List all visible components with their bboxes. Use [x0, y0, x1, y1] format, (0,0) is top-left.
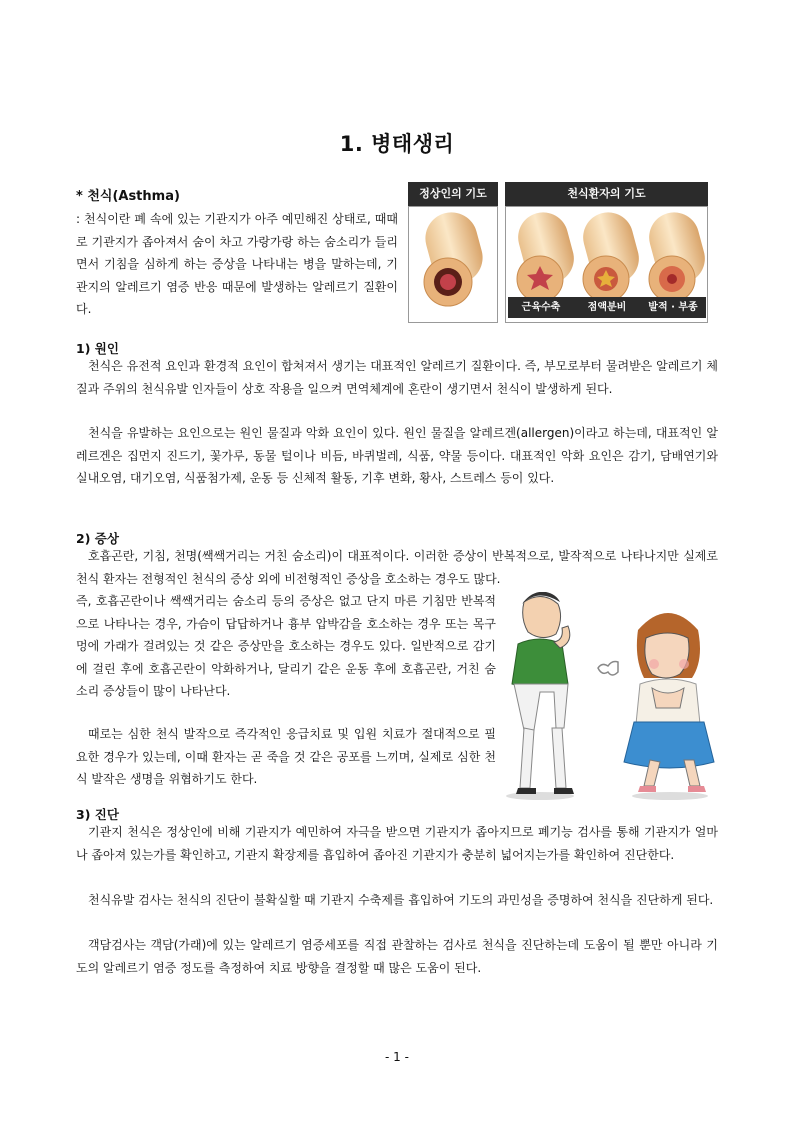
symptom-paragraph-2: 즉, 호흡곤란이나 쌕쌕거리는 숨소리 등의 증상은 없고 단지 마른 기침만 반복적으로 나타나는 경우, 가슴이 답답하거나 흉부 압박감을 호소하는 경우 또는 목구멍에 가래가 걸려있는 것 같은 증상만을 호소하는 경우도 있다. 일반적으로 감기에 걸린 후에 호흡곤란이 악화하거나, 달리기 같은 운동 후에 호흡곤란, 거친 숨소리 증상들이 많이 나타난다. [76, 594, 496, 698]
caption-mucus-secretion: 점액분비 [574, 297, 640, 318]
diagnosis-paragraph-2: 천식유발 검사는 천식의 진단이 불확실할 때 기관지 수축제를 흡입하여 기도의 과민성을 증명하여 천식을 진단하게 된다. [88, 893, 714, 907]
asthma-definition: : 천식이란 폐 속에 있는 기관지가 아주 예민해진 상태로, 때때로 기관지가 좁아져서 숨이 차고 가랑가랑 하는 숨소리가 들리면서 기침을 심하게 하는 증상을 나타내는 병을 말하는데, 기관지의 알레르기 염증 반응 때문에 발생하는 알레르기 질환이다. [76, 212, 398, 316]
cause-paragraph-2: 천식을 유발하는 요인으로는 원인 물질과 악화 요인이 있다. 원인 물질을 알레르겐(allergen)이라고 하는데, 대표적인 알레르겐은 집먼지 진드기, 꽃가루, 동물 털이나 비듬, 바퀴벌레, 식품, 약물 등이다. 대표적인 악화 요인은 감기, 담배연기와 실내오염, 대기오염, 식품첨가제, 운동 등 신체적 활동, 기후 변화, 황사, 스트레스 등이 있다. [76, 426, 718, 485]
caption-redness-swelling: 발적 · 부종 [640, 297, 706, 318]
coughing-people-illustration [500, 592, 722, 800]
muscle-contraction-tube [513, 207, 580, 302]
page-title: 1. 병태생리 [339, 132, 455, 156]
cause-heading: 1) 원인 [76, 341, 119, 356]
caption-muscle-contraction: 근육수축 [508, 297, 574, 318]
diagnosis-paragraph-1: 기관지 천식은 정상인에 비해 기관지가 예민하여 자극을 받으면 기관지가 좁아지므로 폐기능 검사를 통해 기관지가 얼마나 좁아져 있는가를 확인하고, 기관지 확장제를 흡입하여 좁아진 기관지가 충분히 넓어지는가를 확인하여 진단한다. [76, 825, 718, 862]
girl-figure [598, 613, 714, 800]
asthma-airway-label: 천식환자의 기도 [505, 182, 708, 206]
redness-swelling-tube [644, 207, 708, 302]
boy-figure [506, 592, 574, 800]
diagnosis-heading: 3) 진단 [76, 807, 119, 822]
mucus-secretion-tube [578, 207, 645, 302]
normal-airway-tube [420, 206, 489, 306]
cause-paragraph-1: 천식은 유전적 요인과 환경적 요인이 합쳐져서 생기는 대표적인 알레르기 질환이다. 즉, 부모로부터 물려받은 알레르기 체질과 주위의 천식유발 인자들이 상호 작용을 일으켜 면역체계에 혼란이 생기면서 천식이 발생하게 된다. [76, 359, 718, 396]
symptom-paragraph-3: 때로는 심한 천식 발작으로 즉각적인 응급치료 및 입원 치료가 절대적으로 필요한 경우가 있는데, 이때 환자는 곧 죽을 것 같은 공포를 느끼며, 실제로 심한 천식 발작은 생명을 위협하기도 한다. [76, 727, 496, 786]
symptom-heading: 2) 증상 [76, 531, 119, 546]
airway-figure [408, 182, 708, 323]
normal-airway-label: 정상인의 기도 [408, 182, 498, 206]
page-number: - 1 - [385, 1050, 409, 1064]
asthma-heading: * 천식(Asthma) [76, 189, 180, 204]
symptom-paragraph-1: 호흡곤란, 기침, 천명(쌕쌕거리는 거친 숨소리)이 대표적이다. 이러한 증상이 반복적으로, 발작적으로 나타나지만 실제로 천식 환자는 전형적인 천식의 증상 외에 비전형적인 증상을 호소하는 경우도 많다. [76, 549, 718, 586]
diagnosis-paragraph-3: 객담검사는 객담(가래)에 있는 알레르기 염증세포를 직접 관찰하는 검사로 천식을 진단하는데 도움이 될 뿐만 아니라 기도의 알레르기 염증 정도를 측정하여 치료 방향을 결정할 때 많은 도움이 된다. [76, 938, 718, 975]
